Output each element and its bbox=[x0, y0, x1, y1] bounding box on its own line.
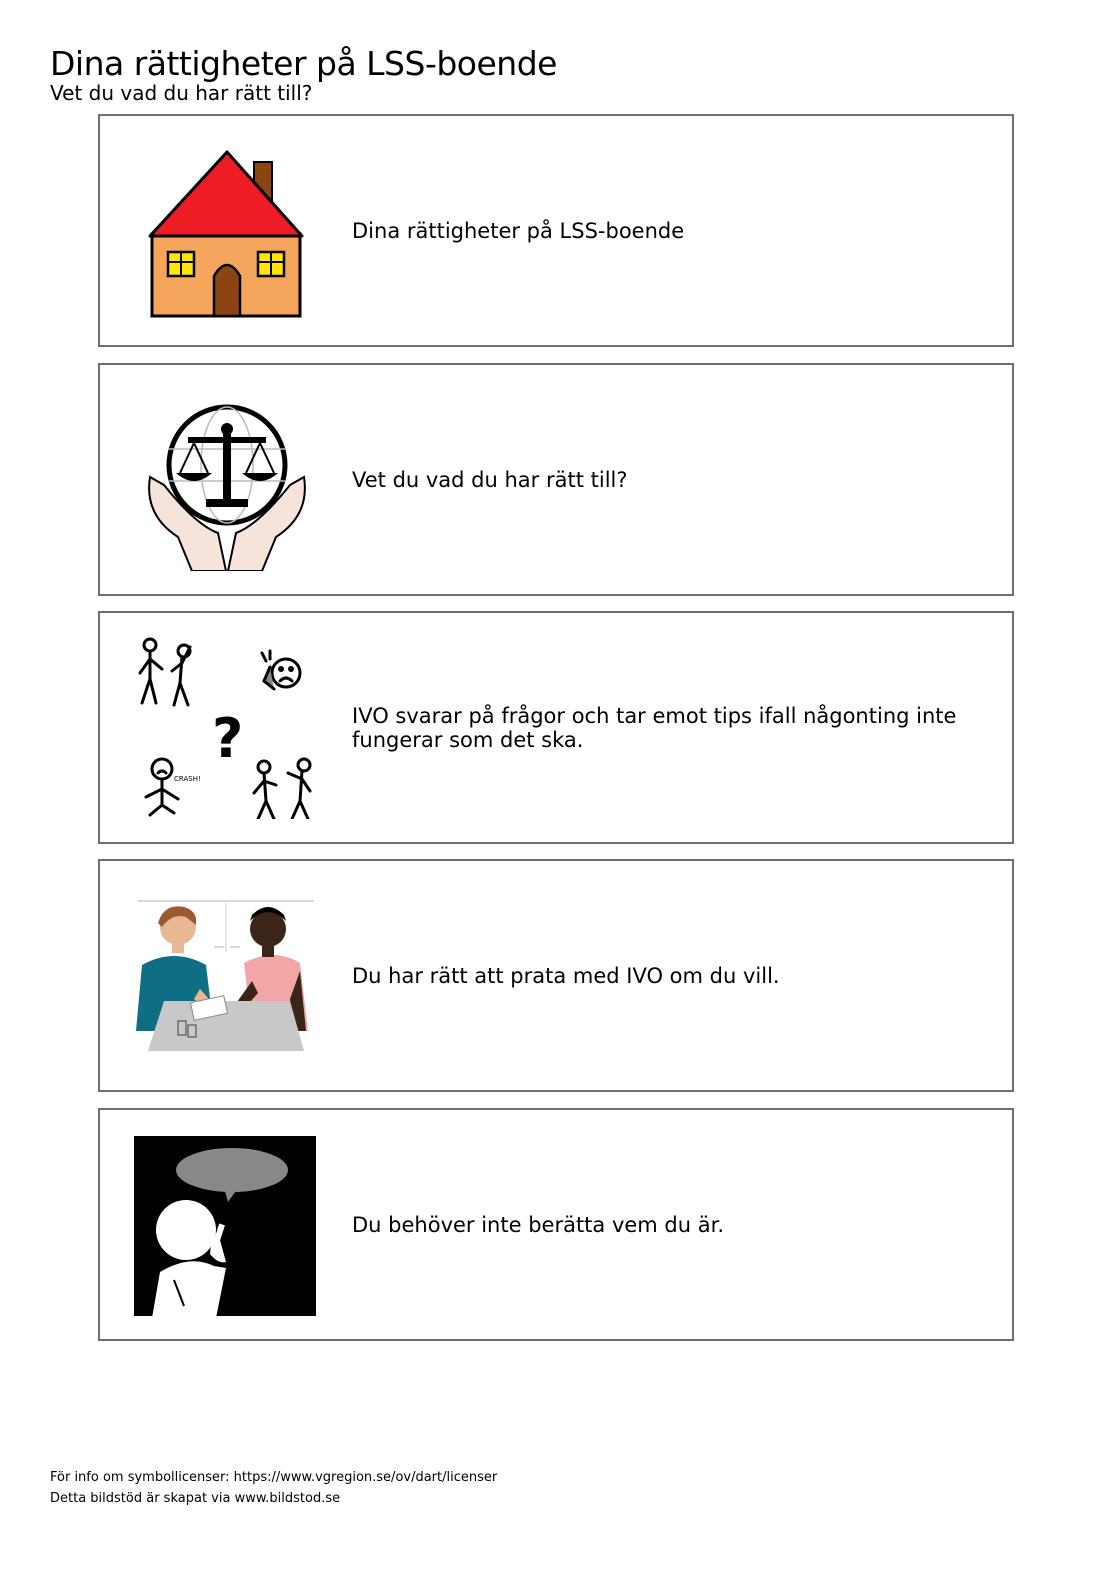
card-text: Vet du vad du har rätt till? bbox=[352, 467, 628, 492]
svg-text:CRASH!: CRASH! bbox=[174, 775, 201, 783]
card-text: Dina rättigheter på LSS-boende bbox=[352, 218, 685, 243]
card-know-rights bbox=[98, 363, 1014, 596]
footer-license: För info om symbollicenser: https://www.vgregion.se/ov/dart/licenser bbox=[50, 1470, 498, 1485]
footer-credit: Detta bildstöd är skapat via www.bildstod.se bbox=[50, 1491, 341, 1506]
page-subtitle: Vet du vad du har rätt till? bbox=[50, 81, 313, 105]
card-rights bbox=[98, 114, 1014, 347]
card-ivo-info bbox=[98, 611, 1014, 844]
problems-question-icon bbox=[134, 633, 320, 819]
svg-text:?: ? bbox=[212, 707, 244, 770]
card-text: Du behöver inte berätta vem du är. bbox=[352, 1212, 725, 1237]
conversation-icon bbox=[134, 881, 320, 1067]
justice-scales-icon bbox=[134, 385, 320, 571]
card-anonymous bbox=[98, 1108, 1014, 1341]
card-text: IVO svarar på frågor och tar emot tips ifall någonting inte fungerar som det ska. bbox=[352, 703, 957, 752]
house-icon bbox=[134, 136, 320, 322]
card-talk-ivo bbox=[98, 859, 1014, 1092]
card-text: Du har rätt att prata med IVO om du vill. bbox=[352, 963, 780, 988]
secret-icon bbox=[134, 1130, 320, 1316]
page-title: Dina rättigheter på LSS-boende bbox=[50, 44, 557, 83]
